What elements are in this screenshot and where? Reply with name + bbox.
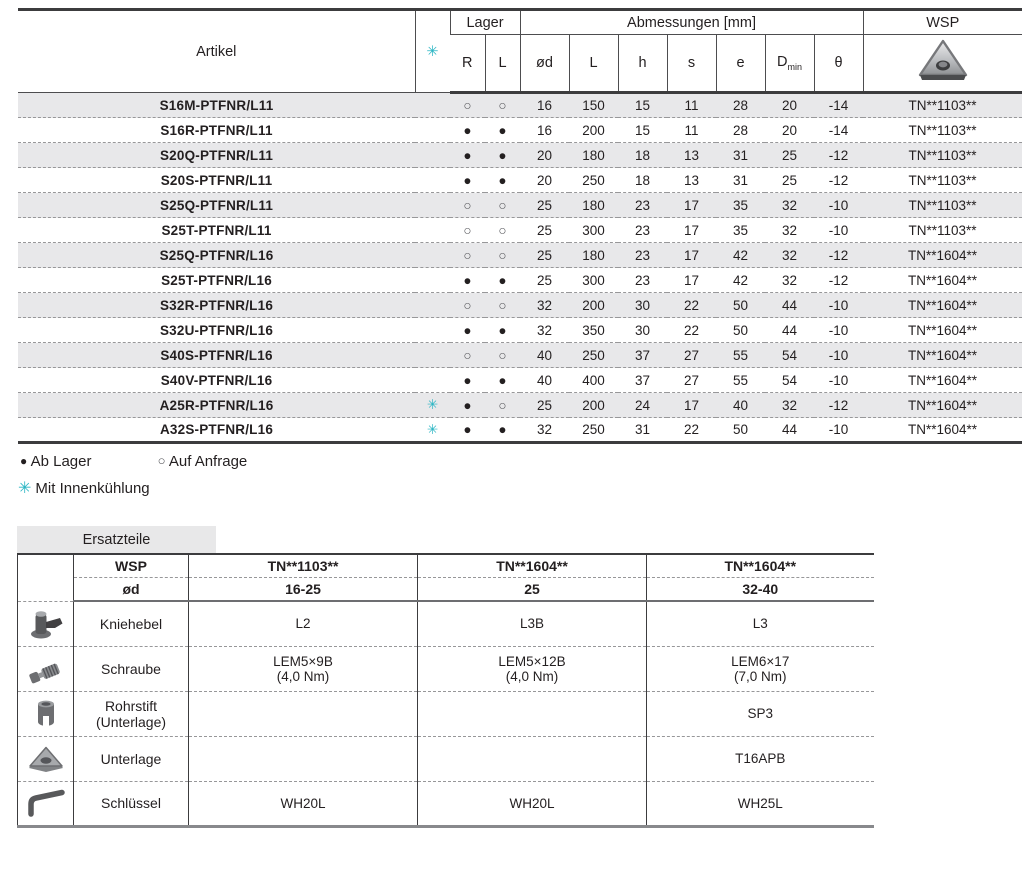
- dim-h: 18: [618, 168, 667, 193]
- spare-part-label: Unterlage: [74, 736, 189, 781]
- spare-part-row: [18, 601, 874, 646]
- spare-part-value: [418, 736, 647, 781]
- spare-part-label: Schraube: [74, 646, 189, 691]
- article-name: S32U-PTFNR/L16: [18, 318, 415, 343]
- dim-od: 16: [520, 93, 569, 118]
- wsp-code: TN**1604**: [863, 318, 1022, 343]
- dim-s: 17: [667, 268, 716, 293]
- dim-h: 31: [634, 422, 651, 437]
- stock-r: ○: [450, 343, 485, 368]
- article-name: S16R-PTFNR/L11: [18, 118, 415, 143]
- dim-theta: -14: [814, 93, 863, 118]
- article-name: S40S-PTFNR/L16: [18, 343, 415, 368]
- wsp-code: TN**1103**: [863, 143, 1022, 168]
- coolant-cell: [415, 268, 450, 293]
- dim-length: 300: [569, 268, 618, 293]
- spare-part-value: SP3: [647, 691, 874, 736]
- dim-h: 23: [618, 268, 667, 293]
- dim-s: 17: [667, 243, 716, 268]
- wsp-code: TN**1604**: [863, 243, 1022, 268]
- dim-theta: -12: [814, 168, 863, 193]
- coolant-cell: [415, 118, 450, 143]
- dim-s: 22: [667, 318, 716, 343]
- article-name: S20Q-PTFNR/L11: [18, 143, 415, 168]
- dim-length: 200: [569, 393, 618, 418]
- stock-r: ●: [450, 268, 485, 293]
- stock-r: ●: [450, 143, 485, 168]
- article-name: S16M-PTFNR/L11: [18, 93, 415, 118]
- stock-r: ○: [450, 193, 485, 218]
- dim-od: 25: [520, 193, 569, 218]
- article-name: A32S-PTFNR/L16: [159, 422, 274, 437]
- dim-od: 32: [536, 422, 553, 437]
- wsp-code: TN**1103**: [863, 168, 1022, 193]
- spare-part-row: [18, 781, 874, 826]
- dim-length: 200: [569, 293, 618, 318]
- legend-in-stock: [20, 453, 91, 470]
- article-row: [18, 368, 1022, 393]
- coolant-snowflake-icon: ✳: [415, 10, 450, 93]
- stock-r: ●: [450, 368, 485, 393]
- spare-part-value: [189, 691, 418, 736]
- column-header-length: L: [569, 35, 618, 93]
- schraube-icon: [18, 646, 74, 691]
- article-row: [18, 243, 1022, 268]
- stock-r: ●: [450, 118, 485, 143]
- legend-on-request: [158, 453, 248, 470]
- dim-s: 11: [667, 93, 716, 118]
- coolant-cell: [415, 93, 450, 118]
- dim-length: 300: [569, 218, 618, 243]
- stock-l: ○: [485, 193, 520, 218]
- column-group-lager: Lager: [450, 10, 520, 35]
- dim-e: 50: [716, 318, 765, 343]
- column-header-h: h: [618, 35, 667, 93]
- spare-part-value: L3: [647, 601, 874, 646]
- article-row: [18, 218, 1022, 243]
- dim-od: 25: [520, 218, 569, 243]
- article-row: [18, 293, 1022, 318]
- column-header-wsp: WSP: [863, 10, 1022, 35]
- column-group-abmessungen: Abmessungen [mm]: [520, 10, 863, 35]
- stock-l: ●: [498, 422, 507, 437]
- dim-h: 37: [618, 368, 667, 393]
- dim-s: 27: [667, 343, 716, 368]
- stock-r: ○: [450, 243, 485, 268]
- spare-part-value: LEM5×12B (4,0 Nm): [418, 646, 647, 691]
- tab-ersatzteile: Ersatzteile: [17, 526, 216, 553]
- wsp-code: TN**1103**: [863, 118, 1022, 143]
- dim-s: 11: [667, 118, 716, 143]
- article-name: S25T-PTFNR/L11: [18, 218, 415, 243]
- dim-h: 23: [618, 193, 667, 218]
- dim-length: 250: [569, 168, 618, 193]
- article-row: [18, 118, 1022, 143]
- dim-od: 32: [520, 293, 569, 318]
- dim-dmin: 20: [765, 93, 814, 118]
- dim-length: 180: [569, 243, 618, 268]
- dim-h: 15: [618, 118, 667, 143]
- dim-length: 250: [569, 343, 618, 368]
- column-header-dmin: [765, 35, 814, 93]
- dim-theta: -10: [814, 368, 863, 393]
- stock-l: ○: [485, 293, 520, 318]
- article-row: [18, 318, 1022, 343]
- spare-part-value: [418, 691, 647, 736]
- stock-l: ●: [485, 268, 520, 293]
- schluessel-icon: [18, 781, 74, 826]
- dim-s: 22: [667, 293, 716, 318]
- dim-s: 13: [667, 168, 716, 193]
- snowflake-icon: ✳: [426, 421, 439, 437]
- stock-r: ●: [450, 318, 485, 343]
- spares-col-1-od: 16-25: [189, 577, 418, 601]
- stock-l: ○: [485, 243, 520, 268]
- dim-od: 25: [520, 243, 569, 268]
- stock-r: ●: [463, 422, 472, 437]
- dim-e: 28: [716, 118, 765, 143]
- coolant-cell: [415, 193, 450, 218]
- coolant-legend-label: Mit Innenkühlung: [35, 480, 150, 497]
- filled-circle-icon: ●: [20, 454, 28, 468]
- spares-header-od: ød: [74, 577, 189, 601]
- dmin-main: D: [777, 54, 788, 71]
- dim-s: 27: [667, 368, 716, 393]
- spare-part-label: Rohrstift (Unterlage): [74, 691, 189, 736]
- spares-col-2-od: 25: [418, 577, 647, 601]
- dim-e: 31: [716, 143, 765, 168]
- dim-od: 25: [520, 268, 569, 293]
- stock-l: ●: [485, 318, 520, 343]
- spares-header-wsp: WSP: [74, 554, 189, 577]
- stock-r: ●: [450, 168, 485, 193]
- wsp-code: TN**1604**: [863, 368, 1022, 393]
- kniehebel-icon: [18, 601, 74, 646]
- open-circle-icon: ○: [157, 453, 166, 468]
- spares-col-3-header: TN**1604**: [647, 554, 874, 577]
- dim-dmin: 32: [765, 193, 814, 218]
- spare-part-value: L3B: [418, 601, 647, 646]
- wsp-code: TN**1604**: [863, 293, 1022, 318]
- dim-od: 25: [520, 393, 569, 418]
- dim-length: 150: [569, 93, 618, 118]
- dim-theta: -10: [814, 193, 863, 218]
- dim-dmin: 44: [765, 318, 814, 343]
- dim-dmin: 44: [781, 422, 798, 437]
- wsp-code: TN**1103**: [863, 193, 1022, 218]
- wsp-code: TN**1604**: [863, 268, 1022, 293]
- stock-l: ○: [485, 343, 520, 368]
- dim-od: 40: [520, 368, 569, 393]
- legend-on-request-label: Auf Anfrage: [168, 453, 248, 470]
- dim-theta: -12: [814, 143, 863, 168]
- dim-dmin: 44: [765, 293, 814, 318]
- spare-part-value: LEM5×9B (4,0 Nm): [189, 646, 418, 691]
- dim-h: 37: [618, 343, 667, 368]
- coolant-cell: [415, 243, 450, 268]
- column-header-artikel: Artikel: [18, 10, 415, 93]
- dim-length: 180: [569, 143, 618, 168]
- dim-length: 200: [569, 118, 618, 143]
- snowflake-icon: ✳: [18, 480, 32, 497]
- column-header-lager-l: L: [485, 35, 520, 93]
- dim-length: 180: [569, 193, 618, 218]
- stock-l: ●: [485, 368, 520, 393]
- dim-e: 50: [732, 422, 749, 437]
- spares-col-1-header: TN**1103**: [189, 554, 418, 577]
- stock-l: ●: [485, 143, 520, 168]
- spare-part-value: LEM6×17 (7,0 Nm): [647, 646, 874, 691]
- stock-r: ○: [450, 218, 485, 243]
- spares-table-body: [18, 601, 874, 826]
- spare-part-value: WH20L: [189, 781, 418, 826]
- stock-l: ○: [485, 93, 520, 118]
- spare-part-row: [18, 736, 874, 781]
- article-name: S25Q-PTFNR/L11: [18, 193, 415, 218]
- dim-h: 30: [618, 318, 667, 343]
- dim-e: 35: [716, 193, 765, 218]
- stock-r: ○: [450, 293, 485, 318]
- dim-dmin: 25: [765, 168, 814, 193]
- wsp-code: TN**1604**: [907, 422, 978, 437]
- dim-theta: -14: [814, 118, 863, 143]
- dim-theta: -10: [814, 318, 863, 343]
- article-row: [18, 268, 1022, 293]
- dim-s: 17: [667, 193, 716, 218]
- column-header-theta: θ: [814, 35, 863, 93]
- dim-dmin: 32: [765, 393, 814, 418]
- article-name: A25R-PTFNR/L16: [18, 393, 415, 418]
- dim-e: 42: [716, 243, 765, 268]
- dim-s: 17: [667, 218, 716, 243]
- stock-l: ●: [485, 168, 520, 193]
- spare-parts-table: [17, 553, 874, 828]
- wsp-code: TN**1604**: [863, 343, 1022, 368]
- coolant-cell: [415, 218, 450, 243]
- dim-h: 24: [618, 393, 667, 418]
- dim-e: 28: [716, 93, 765, 118]
- dim-length: 400: [569, 368, 618, 393]
- unterlage-icon: [18, 736, 74, 781]
- dim-h: 15: [618, 93, 667, 118]
- article-name: S25T-PTFNR/L16: [18, 268, 415, 293]
- wsp-code: TN**1604**: [863, 393, 1022, 418]
- snowflake-icon: ✳: [415, 393, 450, 418]
- dim-dmin: 32: [765, 243, 814, 268]
- dim-length: 350: [569, 318, 618, 343]
- coolant-cell: [415, 318, 450, 343]
- column-header-od: ød: [520, 35, 569, 93]
- wsp-code: TN**1103**: [863, 93, 1022, 118]
- stock-l: ●: [485, 118, 520, 143]
- dim-e: 40: [716, 393, 765, 418]
- dim-dmin: 54: [765, 343, 814, 368]
- article-row: [18, 143, 1022, 168]
- column-header-e: e: [716, 35, 765, 93]
- main-table-body: [18, 93, 1022, 443]
- coolant-legend: [18, 478, 1036, 498]
- column-header-s: s: [667, 35, 716, 93]
- spare-part-value: [189, 736, 418, 781]
- dim-theta: -10: [828, 422, 849, 437]
- spare-part-label: Schlüssel: [74, 781, 189, 826]
- dim-dmin: 20: [765, 118, 814, 143]
- dim-h: 23: [618, 218, 667, 243]
- rohrstift-icon: [18, 691, 74, 736]
- stock-r: ○: [450, 93, 485, 118]
- article-table: [18, 8, 1022, 444]
- dim-od: 20: [520, 143, 569, 168]
- article-row: [18, 93, 1022, 118]
- dim-h: 30: [618, 293, 667, 318]
- dim-dmin: 54: [765, 368, 814, 393]
- stock-l: ○: [485, 218, 520, 243]
- dim-length: 250: [582, 422, 605, 437]
- dim-s: 13: [667, 143, 716, 168]
- dim-e: 50: [716, 293, 765, 318]
- article-row: [18, 193, 1022, 218]
- spares-col-2-header: TN**1604**: [418, 554, 647, 577]
- legend-in-stock-label: Ab Lager: [30, 453, 92, 470]
- dim-theta: -12: [814, 393, 863, 418]
- column-header-lager-r: R: [450, 35, 485, 93]
- stock-r: ●: [450, 393, 485, 418]
- dim-s: 17: [667, 393, 716, 418]
- spare-part-value: L2: [189, 601, 418, 646]
- spare-part-value: T16APB: [647, 736, 874, 781]
- spare-part-label: Kniehebel: [74, 601, 189, 646]
- spare-part-row: [18, 646, 874, 691]
- coolant-cell: [415, 343, 450, 368]
- article-row: [18, 168, 1022, 193]
- article-row: [18, 393, 1022, 418]
- article-name: S20S-PTFNR/L11: [18, 168, 415, 193]
- article-row: [18, 343, 1022, 368]
- dim-e: 42: [716, 268, 765, 293]
- stock-legend: [20, 453, 1036, 470]
- dim-dmin: 32: [765, 218, 814, 243]
- coolant-cell: [415, 293, 450, 318]
- wsp-code: TN**1103**: [863, 218, 1022, 243]
- article-row: [18, 418, 1022, 443]
- dim-h: 23: [618, 243, 667, 268]
- dim-dmin: 32: [765, 268, 814, 293]
- stock-l: ○: [485, 393, 520, 418]
- dim-od: 20: [520, 168, 569, 193]
- dim-e: 55: [716, 343, 765, 368]
- dim-theta: -12: [814, 268, 863, 293]
- dim-theta: -10: [814, 343, 863, 368]
- coolant-cell: [415, 168, 450, 193]
- coolant-cell: [415, 368, 450, 393]
- dim-theta: -10: [814, 218, 863, 243]
- dim-s: 22: [683, 422, 700, 437]
- spare-icon-column-header: [18, 554, 74, 601]
- spare-part-value: WH20L: [418, 781, 647, 826]
- dim-e: 35: [716, 218, 765, 243]
- coolant-cell: [415, 143, 450, 168]
- dim-theta: -12: [814, 243, 863, 268]
- dim-od: 40: [520, 343, 569, 368]
- article-name: S32R-PTFNR/L16: [18, 293, 415, 318]
- dim-h: 18: [618, 143, 667, 168]
- article-name: S25Q-PTFNR/L16: [18, 243, 415, 268]
- spares-col-3-od: 32-40: [647, 577, 874, 601]
- article-name: S40V-PTFNR/L16: [18, 368, 415, 393]
- spare-part-value: WH25L: [647, 781, 874, 826]
- dim-e: 55: [716, 368, 765, 393]
- dim-dmin: 25: [765, 143, 814, 168]
- dim-od: 32: [520, 318, 569, 343]
- wsp-insert-image: [915, 38, 971, 84]
- spare-part-row: [18, 691, 874, 736]
- dmin-sub: min: [787, 61, 802, 72]
- dim-e: 31: [716, 168, 765, 193]
- dim-od: 16: [520, 118, 569, 143]
- wsp-insert-image-cell: [863, 35, 1022, 93]
- dim-theta: -10: [814, 293, 863, 318]
